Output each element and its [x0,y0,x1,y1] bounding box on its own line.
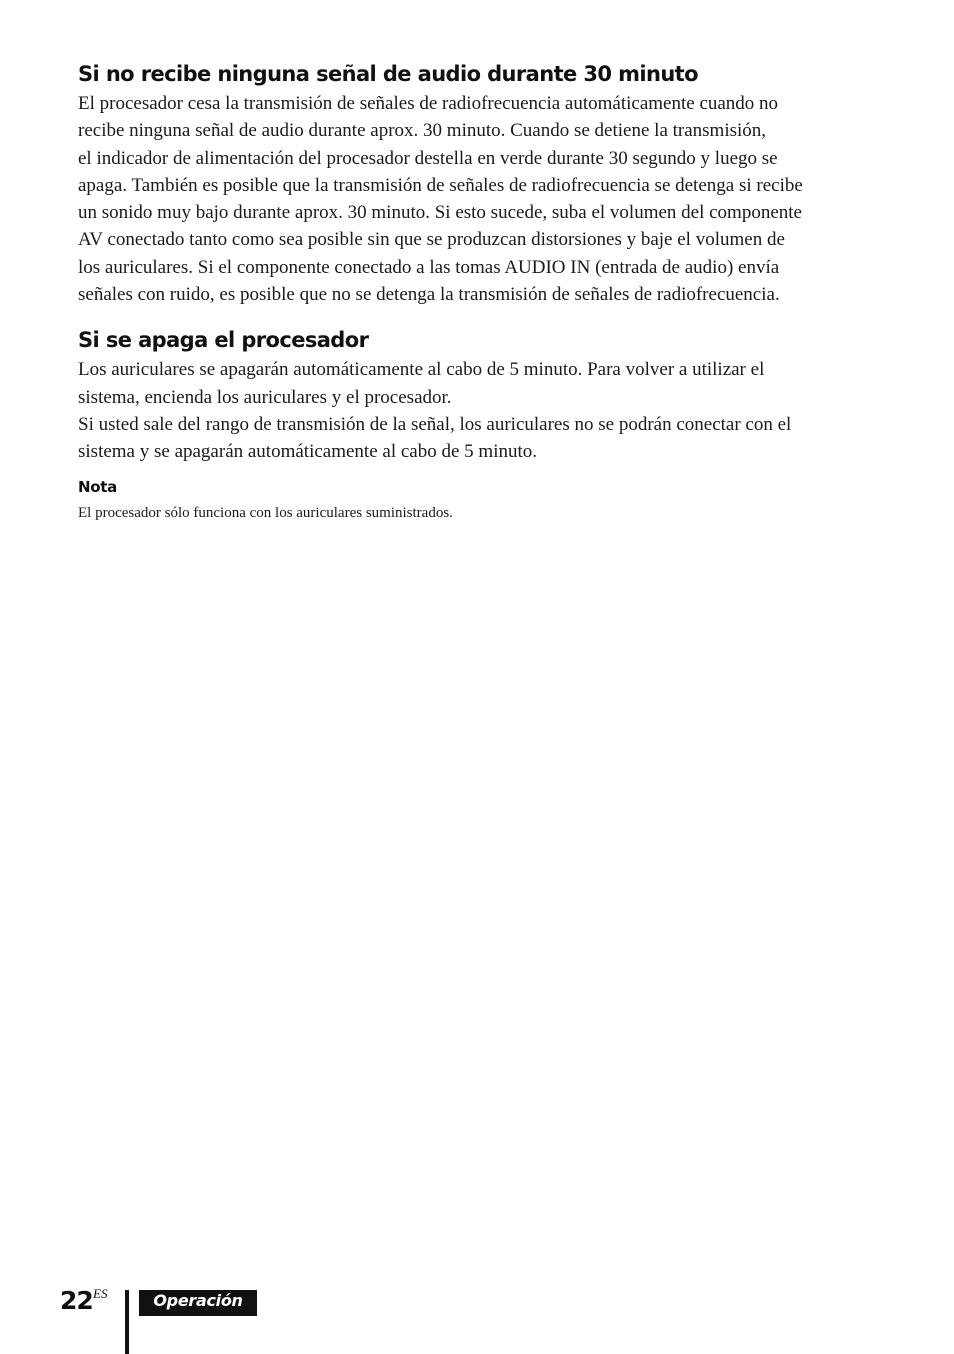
body-line: sistema, encienda los auriculares y el procesador. [78,386,452,408]
page-content [78,58,868,524]
body-line: El procesador cesa la transmisión de señales de radiofrecuencia automáticamente cuando no [78,93,779,114]
body-line: apaga. También es posible que la transmisión de señales de radiofrecuencia se detenga si recibe [78,174,803,196]
body-line: Los auriculares se apagarán automáticamente al cabo de 5 minuto. Para volver a utilizar el [78,359,765,381]
body-line: sistema y se apagarán automáticamente al cabo de 5 minuto. [78,441,537,463]
section-body-no-audio [78,90,868,308]
page-language-code: ES [93,1286,108,1301]
body-line: Si usted sale del rango de transmisión de la señal, los auriculares no se podrán conectar con el [78,413,792,435]
footer-divider [125,1290,129,1354]
section-body-processor-off [78,356,868,465]
note-label: Nota [78,477,117,496]
body-line: un sonido muy bajo durante aprox. 30 minuto. Si esto sucede, suba el volumen del componente [78,202,802,224]
body-line: señales con ruido, es posible que no se detenga la transmisión de señales de radiofrecuencia. [78,284,780,306]
body-line: recibe ninguna señal de audio durante aprox. 30 minuto. Cuando se detiene la transmisión, [78,120,767,142]
body-line: el indicador de alimentación del procesador destella en verde durante 30 segundo y luego se [78,147,778,169]
body-line: los auriculares. Si el componente conectado a las tomas AUDIO IN (entrada de audio) envía [78,256,780,278]
page-number: 22 [60,1286,93,1315]
body-line: AV conectado tanto como sea posible sin que se produzcan distorsiones y baje el volumen de [78,229,785,251]
footer-section-tab: Operación [139,1290,257,1316]
section-heading-no-audio: Si no recibe ninguna señal de audio durante 30 minuto [78,62,698,86]
note-text: El procesador sólo funciona con los auriculares suministrados. [78,504,453,521]
section-heading-processor-off: Si se apaga el procesador [78,328,369,353]
